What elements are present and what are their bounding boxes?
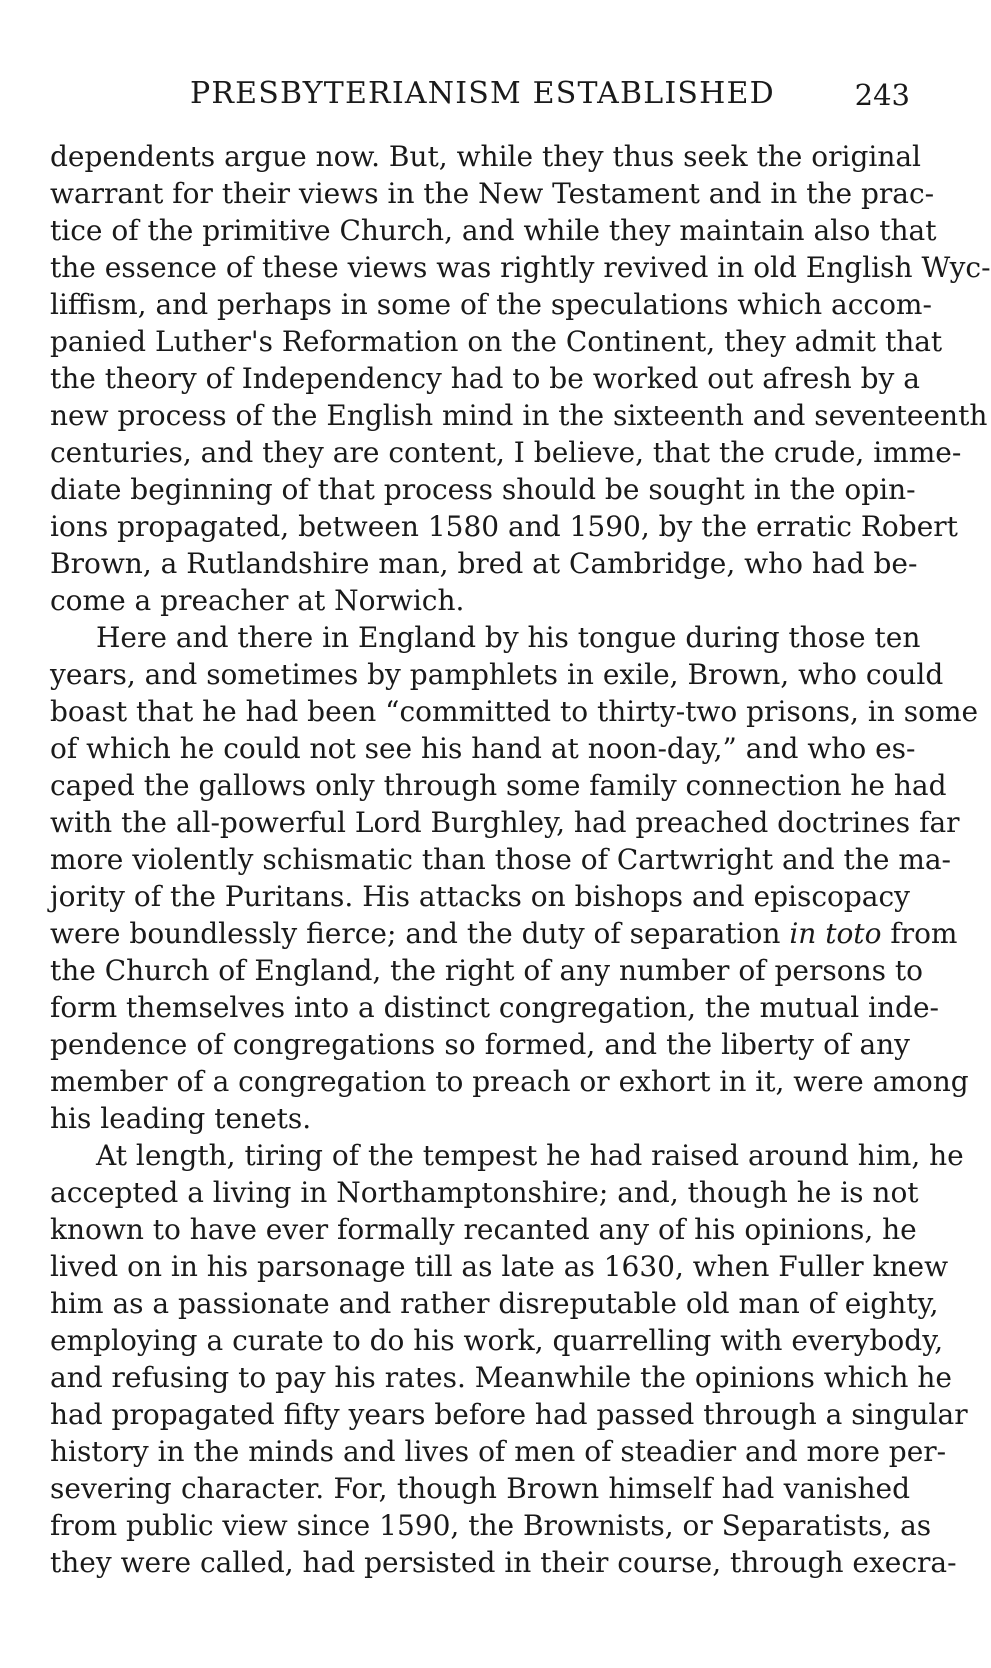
text-line: diate beginning of that process should be sought in the opin- <box>50 473 916 506</box>
text-line: him as a passionate and rather disreputable old man of eighty, <box>50 1287 939 1320</box>
text-line: more violently schismatic than those of Cartwright and the ma- <box>50 843 952 876</box>
text-line: they were called, had persisted in their course, through execra- <box>50 1546 957 1579</box>
text-line: known to have ever formally recanted any of his opinions, he <box>50 1213 917 1246</box>
text-line: form themselves into a distinct congregation, the mutual inde- <box>50 991 940 1024</box>
running-head-title: PRESBYTERIANISM ESTABLISHED <box>190 76 775 111</box>
text-line: Here and there in England by his tongue during those ten <box>96 621 921 654</box>
text-line: of which he could not see his hand at noon-day,” and who es- <box>50 732 916 765</box>
paragraph-3 <box>50 1137 968 1581</box>
text-line-with-italic <box>50 915 958 952</box>
text-line: with the all-powerful Lord Burghley, had preached doctrines far <box>50 806 960 839</box>
text-line: pendence of congregations so formed, and the liberty of any <box>50 1028 910 1061</box>
text-segment: from <box>890 917 958 950</box>
text-line: caped the gallows only through some family connection he had <box>50 769 947 802</box>
text-line: member of a congregation to preach or exhort in it, were among <box>50 1065 969 1098</box>
text-line: panied Luther's Reformation on the Continent, they admit that <box>50 325 943 358</box>
text-line: accepted a living in Northamptonshire; and, though he is not <box>50 1176 919 1209</box>
text-line: the theory of Independency had to be worked out afresh by a <box>50 362 920 395</box>
text-line: from public view since 1590, the Brownists, or Separatists, as <box>50 1509 932 1542</box>
italic-phrase: in toto <box>789 917 882 950</box>
text-line: the essence of these views was rightly revived in old English Wyc- <box>50 251 991 284</box>
book-page <box>50 70 991 1581</box>
text-line: warrant for their views in the New Testament and in the prac- <box>50 177 935 210</box>
text-line: lived on in his parsonage till as late as 1630, when Fuller knew <box>50 1250 949 1283</box>
page-number: 243 <box>854 78 910 112</box>
text-line: employing a curate to do his work, quarrelling with everybody, <box>50 1324 944 1357</box>
text-line: ions propagated, between 1580 and 1590, by the erratic Robert <box>50 510 958 543</box>
text-line: centuries, and they are content, I believe, that the crude, imme- <box>50 436 962 469</box>
text-line: jority of the Puritans. His attacks on bishops and episcopacy <box>50 880 910 913</box>
text-line: his leading tenets. <box>50 1102 312 1135</box>
text-line: Brown, a Rutlandshire man, bred at Cambridge, who had be- <box>50 547 918 580</box>
text-line: history in the minds and lives of men of steadier and more per- <box>50 1435 947 1468</box>
text-line: liffism, and perhaps in some of the speculations which accom- <box>50 288 932 321</box>
paragraph-2 <box>50 619 979 1137</box>
text-line: dependents argue now. But, while they thus seek the original <box>50 140 922 173</box>
text-line: years, and sometimes by pamphlets in exile, Brown, who could <box>50 658 944 691</box>
text-line: and refusing to pay his rates. Meanwhile the opinions which he <box>50 1361 952 1394</box>
text-line: tice of the primitive Church, and while they maintain also that <box>50 214 937 247</box>
text-line: new process of the English mind in the sixteenth and seventeenth <box>50 399 988 432</box>
text-line: severing character. For, though Brown himself had vanished <box>50 1472 910 1505</box>
text-line: boast that he had been “committed to thirty-two prisons, in some <box>50 695 979 728</box>
text-segment: were boundlessly fierce; and the duty of separation <box>50 917 781 950</box>
paragraph-1 <box>50 138 991 619</box>
text-line: the Church of England, the right of any number of persons to <box>50 954 923 987</box>
text-line: come a preacher at Norwich. <box>50 584 465 617</box>
text-line: had propagated fifty years before had passed through a singular <box>50 1398 968 1431</box>
text-line: At length, tiring of the tempest he had raised around him, he <box>96 1139 964 1172</box>
running-head <box>50 70 910 120</box>
